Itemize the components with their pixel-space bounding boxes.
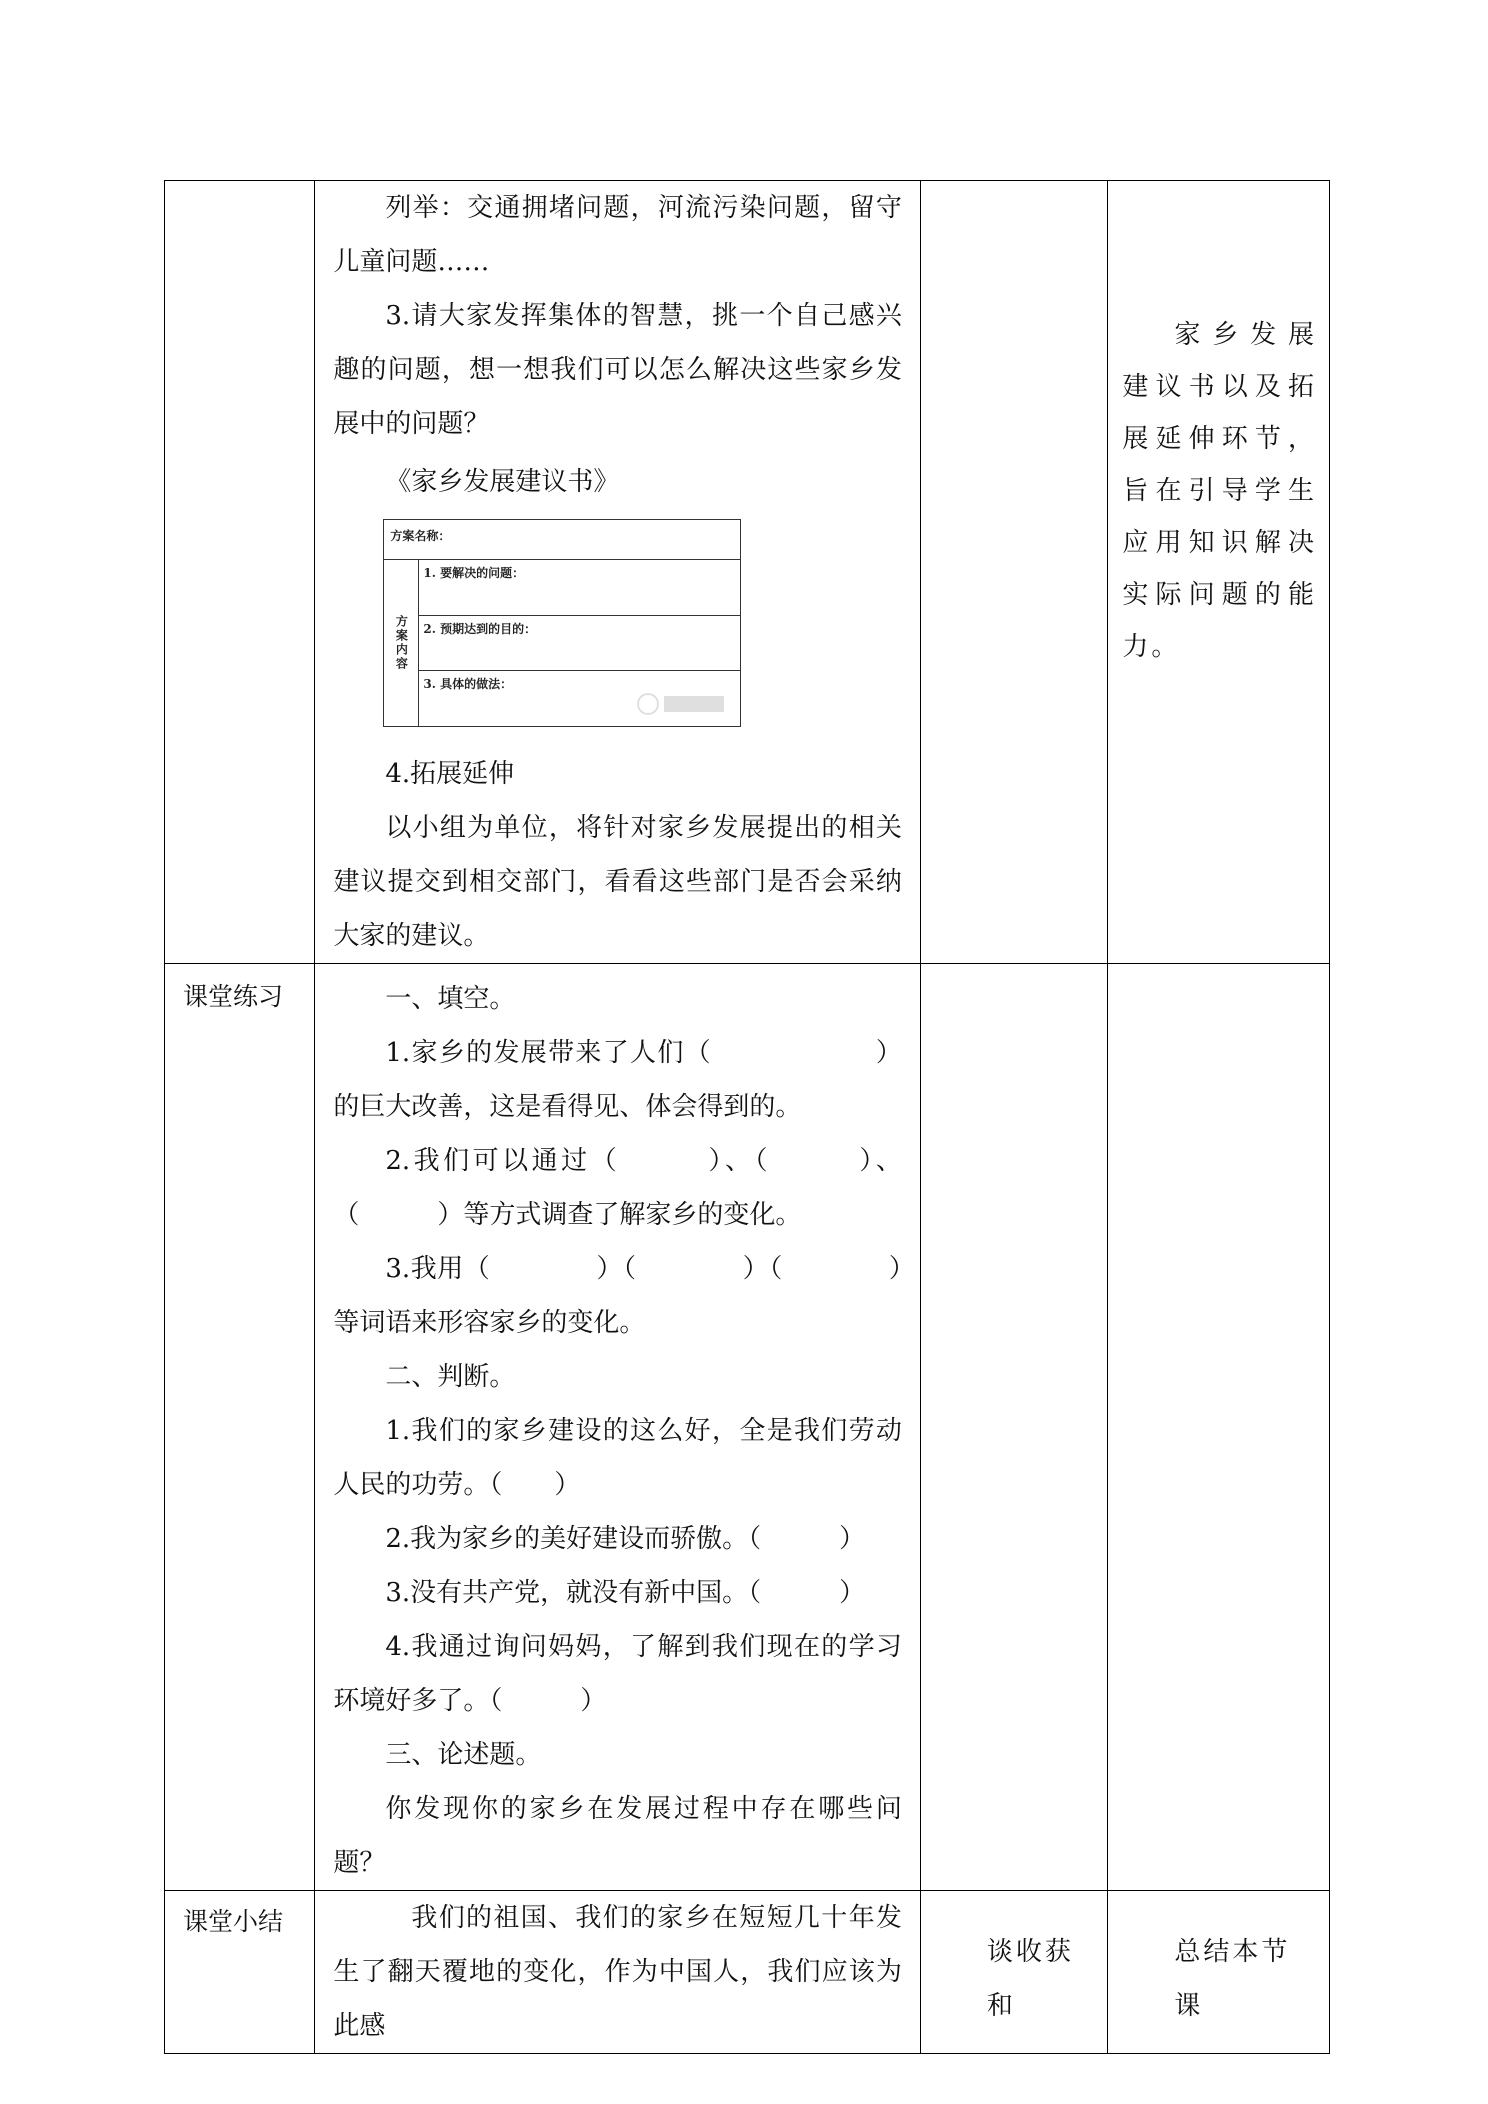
form-item: 2. 预期达到的目的： [419,616,740,672]
summary-content-cell [315,1891,921,2054]
question: 3.我用（ ）（ ）（ ）等词语来形容家乡的变化。 [333,1254,902,1338]
paragraph: 以小组为单位，将针对家乡发展提出的相关建议提交到相交部门，看看这些部门是否会采纳大家的建议。 [333,813,902,951]
question: 3.没有共产党，就没有新中国。（ ） [385,1578,866,1608]
form-item: 1. 要解决的问题： [419,560,740,616]
question: 1.家乡的发展带来了人们（ ）的巨大改善，这是看得见、体会得到的。 [333,1038,902,1122]
form-name-row: 方案名称： [384,520,740,560]
question: 1.我们的家乡建设的这么好，全是我们劳动人民的功劳。（ ） [333,1416,902,1500]
practice-content-cell [315,964,921,1891]
process-content-cell [315,181,921,964]
design-intent-text: 家乡发展建议书以及拓展延伸环节，旨在引导学生应用知识解决实际问题的能力。 [1122,320,1317,662]
table-row-practice [165,964,1330,1891]
row-label-cell [165,1891,315,2054]
section-heading: 二、判断。 [385,1362,516,1392]
proposal-form-image [383,519,741,727]
paragraph: 4.拓展延伸 [385,759,515,789]
question: 2.我们可以通过（ ）、（ ）、（ ）等方式调查了解家乡的变化。 [333,1146,902,1230]
table-row-summary [165,1891,1330,2054]
design-intent-cell [1108,181,1330,964]
row-label-cell [165,181,315,964]
empty-cell [920,964,1107,1891]
summary-col3-cell: 谈收获和 [920,1891,1107,2054]
lesson-plan-table [164,180,1330,2054]
row-label: 课堂小结 [183,1907,284,1936]
paragraph: 列举：交通拥堵问题，河流污染问题，留守儿童问题…… [333,193,902,277]
row-label-cell [165,964,315,1891]
form-item: 3. 具体的做法： [423,677,513,692]
table-row-process [165,181,1330,964]
question: 2.我为家乡的美好建设而骄傲。（ ） [385,1524,866,1554]
section-heading: 一、填空。 [385,984,516,1014]
section-heading: 三、论述题。 [385,1740,542,1770]
watermark-logo [634,690,734,718]
teacher-activity-cell [920,181,1107,964]
question: 4.我通过询问妈妈，了解到我们现在的学习环境好多了。（ ） [333,1632,902,1716]
summary-col4-cell: 总结本节课 [1108,1891,1330,2054]
empty-cell [1108,964,1330,1891]
paragraph: 3.请大家发挥集体的智慧，挑一个自己感兴趣的问题，想一想我们可以怎么解决这些家乡发展中的问题？ [333,301,902,439]
form-title: 《家乡发展建议书》 [385,467,620,497]
row-label: 课堂练习 [183,982,284,1011]
question: 你发现你的家乡在发展过程中存在哪些问题？ [333,1794,902,1878]
paragraph: 我们的祖国、我们的家乡在短短几十年发生了翻天覆地的变化，作为中国人，我们应该为此感 [333,1903,902,2041]
form-side-label: 方案内容 [384,560,419,726]
